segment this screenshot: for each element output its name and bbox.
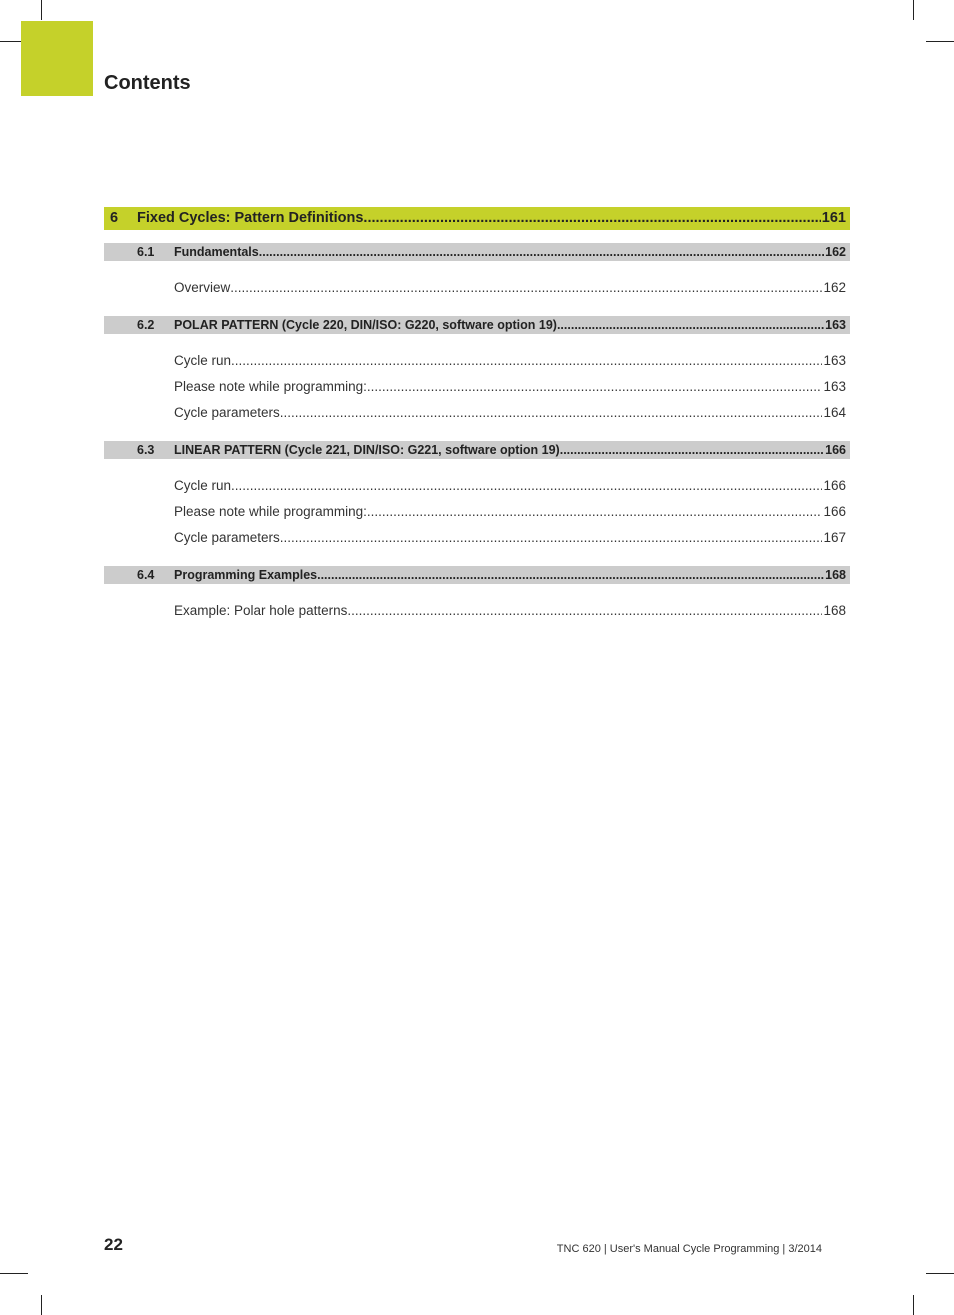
section-number: 6.1: [137, 245, 155, 259]
section-page: 162: [825, 245, 846, 259]
toc-section-row[interactable]: [104, 316, 850, 334]
toc-entry-row[interactable]: [104, 503, 850, 521]
dot-leader: [280, 529, 823, 547]
dot-leader: [347, 602, 822, 620]
crop-mark: [0, 1273, 28, 1274]
section-title: Fundamentals: [174, 245, 259, 259]
entry-title: Example: Polar hole patterns: [174, 603, 348, 618]
dot-leader: [280, 404, 823, 422]
section-title: Programming Examples: [174, 568, 318, 582]
section-title: LINEAR PATTERN (Cycle 221, DIN/ISO: G221, software option 19): [174, 443, 560, 457]
entry-page: 162: [823, 280, 846, 295]
dot-leader: [367, 378, 823, 396]
dot-leader: [367, 503, 823, 521]
entry-title: Cycle run: [174, 353, 232, 368]
entry-title: Please note while programming:: [174, 504, 367, 519]
chapter-title: Fixed Cycles: Pattern Definitions: [137, 210, 364, 226]
section-page: 163: [825, 318, 846, 332]
toc-section-row[interactable]: [104, 441, 850, 459]
section-title: POLAR PATTERN (Cycle 220, DIN/ISO: G220, software option 19): [174, 318, 557, 332]
dot-leader: [363, 207, 820, 230]
entry-page: 166: [823, 504, 846, 519]
chapter-number: 6: [110, 210, 119, 226]
crop-mark: [41, 1295, 42, 1315]
section-number: 6.4: [137, 568, 155, 582]
toc-chapter-row[interactable]: [104, 207, 850, 230]
toc-entry-row[interactable]: [104, 477, 850, 495]
crop-mark: [913, 1295, 914, 1315]
entry-page: 167: [823, 530, 846, 545]
toc-entry-row[interactable]: [104, 602, 850, 620]
toc-entry-row[interactable]: [104, 378, 850, 396]
section-number: 6.2: [137, 318, 155, 332]
page-heading: Contents: [104, 72, 191, 94]
toc-entry-row[interactable]: [104, 279, 850, 297]
dot-leader: [560, 441, 824, 459]
chapter-page: 161: [821, 210, 846, 226]
section-number: 6.3: [137, 443, 155, 457]
entry-title: Overview: [174, 280, 231, 295]
crop-mark: [41, 0, 42, 20]
section-page: 166: [825, 443, 846, 457]
dot-leader: [317, 566, 824, 584]
toc-section-row[interactable]: [104, 243, 850, 261]
entry-title: Cycle run: [174, 478, 232, 493]
dot-leader: [259, 243, 824, 261]
entry-page: 164: [823, 405, 846, 420]
dot-leader: [231, 352, 822, 370]
toc-section-row[interactable]: [104, 566, 850, 584]
entry-title: Please note while programming:: [174, 379, 367, 394]
document-info: TNC 620 | User's Manual Cycle Programming | 3/2014: [556, 1243, 822, 1255]
crop-mark: [926, 41, 954, 42]
entry-title: Cycle parameters: [174, 530, 280, 545]
entry-page: 163: [823, 353, 846, 368]
entry-page: 166: [823, 478, 846, 493]
toc-entry-row[interactable]: [104, 529, 850, 547]
dot-leader: [231, 477, 822, 495]
toc-entry-row[interactable]: [104, 404, 850, 422]
crop-mark: [926, 1273, 954, 1274]
dot-leader: [230, 279, 822, 297]
toc-entry-row[interactable]: [104, 352, 850, 370]
entry-page: 163: [823, 379, 846, 394]
page-number: 22: [104, 1235, 123, 1254]
accent-square: [21, 21, 93, 96]
table-of-contents: [104, 207, 850, 639]
dot-leader: [557, 316, 824, 334]
entry-title: Cycle parameters: [174, 405, 280, 420]
crop-mark: [913, 0, 914, 20]
entry-page: 168: [823, 603, 846, 618]
section-page: 168: [825, 568, 846, 582]
